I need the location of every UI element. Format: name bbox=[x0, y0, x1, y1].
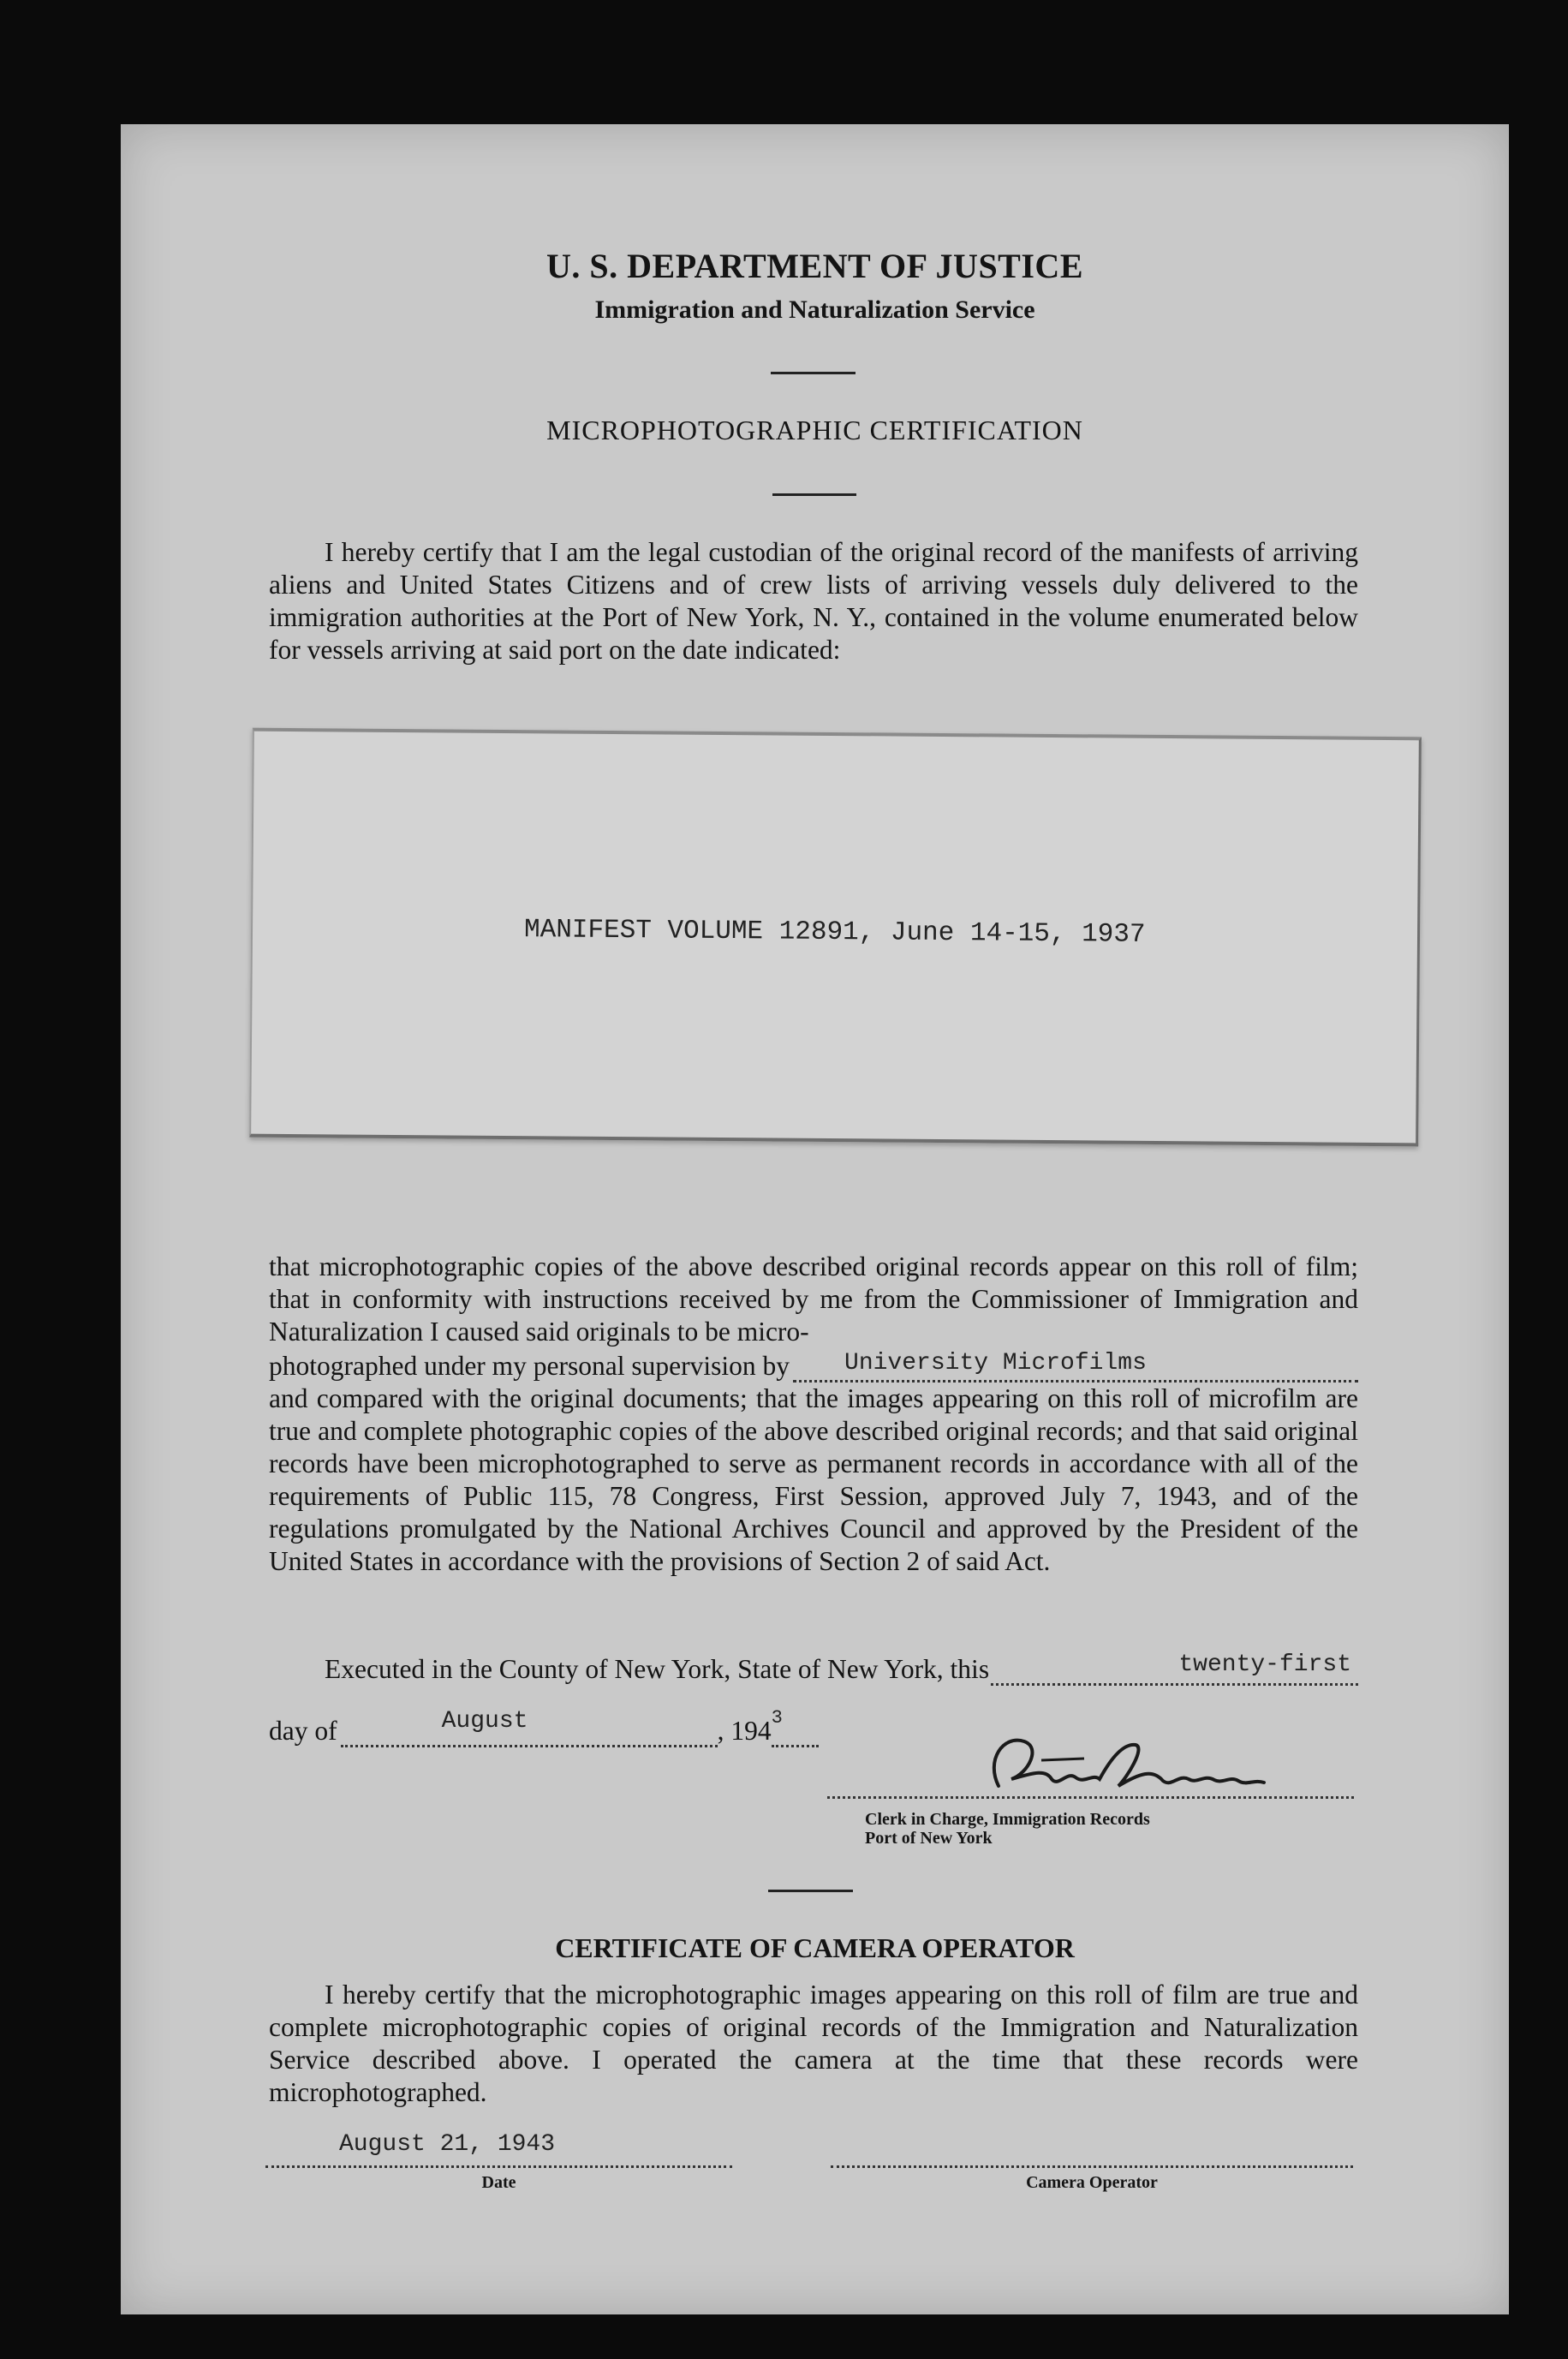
title-divider bbox=[772, 493, 856, 496]
clerk-signature bbox=[827, 1726, 1354, 1803]
body-part2: and compared with the original documents; that the images appearing on this roll of microfilm are true and complete photographic copies of the above described original records; and that said original records have been microphotographed to serve as permanent records in accordance with all of the requirements of Public 115, 78 Congress, First Session, approved July 7, 1943, and of the regulations promulgated by the National Archives Council and approved by the President of the United States in accordance with the provisions of Section 2 of said Act. bbox=[269, 1383, 1358, 1576]
camera-certificate-title: CERTIFICATE OF CAMERA OPERATOR bbox=[555, 1932, 1075, 1963]
month-field bbox=[341, 1708, 718, 1747]
operator-signature-line bbox=[831, 2165, 1353, 2168]
clerk-title-line1: Clerk in Charge, Immigration Records bbox=[865, 1810, 1150, 1829]
year-field bbox=[771, 1707, 819, 1747]
day-value: twenty-first bbox=[1178, 1651, 1351, 1678]
date-signature-line bbox=[265, 2165, 732, 2168]
executed-prefix: Executed in the County of New York, State of New York, this bbox=[325, 1654, 990, 1684]
manifest-label: MANIFEST VOLUME 12891, June 14-15, 1937 bbox=[523, 915, 1146, 950]
clerk-title-line2: Port of New York bbox=[865, 1829, 993, 1848]
camera-date-label: Date bbox=[481, 2173, 516, 2192]
year-value: 3 bbox=[771, 1707, 783, 1729]
executed-line bbox=[325, 1653, 1358, 1686]
camera-certificate-text: I hereby certify that the microphotographic images appearing on this roll of film are true and complete microphotographic copies of original records of the Immigration and Naturalization Service described above. I operated the camera at the time that these records were microphotographed. bbox=[269, 1980, 1358, 2107]
signature-scribble bbox=[827, 1726, 1354, 1803]
camera-operator-label: Camera Operator bbox=[1026, 2173, 1158, 2192]
department-heading: U. S. DEPARTMENT OF JUSTICE bbox=[546, 247, 1083, 285]
header-divider bbox=[771, 372, 856, 374]
supervision-line bbox=[269, 1348, 1358, 1383]
service-subheading: Immigration and Naturalization Service bbox=[594, 296, 1035, 324]
year-prefix: , 194 bbox=[717, 1716, 772, 1746]
camera-date-value: August 21, 1943 bbox=[339, 2131, 556, 2158]
body-part1: that microphotographic copies of the above described original records appear on this roll of film; that in conformity with instructions received by me from the Commissioner of Immigration and Naturalization I caused said originals to be micro- bbox=[269, 1251, 1358, 1347]
certification-title: MICROPHOTOGRAPHIC CERTIFICATION bbox=[546, 415, 1083, 445]
day-of-label: day of bbox=[269, 1716, 337, 1746]
supervision-prefix: photographed under my personal supervision by bbox=[269, 1351, 790, 1381]
date-line bbox=[269, 1707, 819, 1747]
body-paragraph bbox=[269, 1251, 1358, 1578]
signature-line bbox=[827, 1796, 1354, 1799]
supervisor-value: University Microfilms bbox=[844, 1350, 1147, 1377]
supervisor-field bbox=[793, 1350, 1358, 1383]
day-field bbox=[991, 1651, 1358, 1686]
intro-paragraph: I hereby certify that I am the legal custodian of the original record of the manifests of arriving aliens and United States Citizens and of crew lists of arriving vessels duly delivered to the immigration authorities at the Port of New York, N. Y., contained in the volume enumerated below for vessels arriving at said port on the date indicated: bbox=[269, 537, 1358, 665]
month-value: August bbox=[441, 1708, 528, 1735]
clerk-title bbox=[865, 1810, 1150, 1848]
manifest-slip bbox=[249, 728, 1422, 1147]
camera-divider bbox=[768, 1890, 853, 1892]
